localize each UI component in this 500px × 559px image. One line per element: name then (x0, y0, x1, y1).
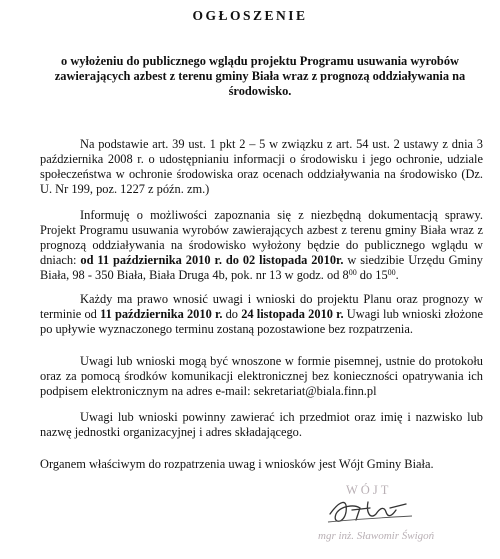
comments-text-a: Każdy ma prawo wnosić uwagi i wnioski do projektu Planu oraz prognozy w terminie od (40, 292, 483, 321)
content-requirements-paragraph (40, 410, 483, 440)
documentation-text: Informuję o możliwości zapoznania się z niezbędną dokumentacją sprawy. Projekt Programu usuwania wyrobów zawierających azbest z terenu gminy Biała wraz z prognozą oddziaływania na środowisko wyłożony będzie do publicznego wglądu w dniach: (40, 208, 483, 267)
display-dates: od 11 października 2010 r. do 02 listopada 2010r. (80, 253, 344, 267)
comments-text-b: do (222, 307, 242, 321)
comments-date-to: 24 listopada 2010 r. (241, 307, 344, 321)
documentation-paragraph (40, 208, 483, 283)
comments-text-c: Uwagi lub wnioski złożone po upływie wyznaczonego terminu zostaną pozostawione bez rozpatrzenia. (40, 307, 484, 336)
hour-end-minutes: 00 (387, 268, 396, 277)
legal-basis-paragraph (40, 137, 483, 197)
hour-to: do 15 (356, 268, 388, 282)
period: . (395, 268, 399, 282)
hour-start-minutes: 00 (348, 268, 357, 277)
competent-authority-paragraph (40, 457, 483, 472)
competent-authority-text: Organem właściwym do rozpatrzenia uwag i wniosków jest Wójt Gminy Biała. (40, 457, 434, 471)
stamp-name: mgr inż. Sławomir Świgoń (318, 530, 435, 542)
display-location: w siedzibie Urzędu Gminy Biała, 98 - 350 Biała, Biała Druga 4b, pok. nr 13 w godz. od 8 (40, 253, 483, 282)
submission-form-text: Uwagi lub wnioski mogą być wnoszone w formie pisemnej, ustnie do protokołu oraz za pomocą środków komunikacji elektronicznej bez konieczności opatrywania ich podpisem elektronicznym na adres e-mail: sekretariat@biala.finn.pl (40, 354, 483, 398)
submission-form-paragraph (40, 354, 483, 399)
comments-date-from: 11 października 2010 r. (100, 307, 223, 321)
stamp-office: WÓJT (346, 483, 392, 497)
content-requirements-text: Uwagi lub wnioski powinny zawierać ich przedmiot oraz imię i nazwisko lub nazwę jednostki organizacyjnej i adres składającego. (40, 410, 483, 439)
notice-subtitle: o wyłożeniu do publicznego wglądu projektu Programu usuwania wyrobów zawierających azbest z terenu gminy Biała wraz z prognozą oddziaływania na środowisko. (54, 54, 466, 98)
signature-icon (326, 494, 416, 528)
notice-title: OGŁOSZENIE (192, 8, 308, 23)
legal-basis-text: Na podstawie art. 39 ust. 1 pkt 2 – 5 w związku z art. 54 ust. 2 ustawy z dnia 3 października 2008 r. o udostępnianiu informacji o środowisku i jego ochronie, udziale społeczeństwa w ochronie środowiska oraz ocenach oddziaływania na środowisko (Dz. U. Nr 199, poz. 1227 z późn. zm.) (40, 137, 483, 196)
comments-deadline-paragraph (40, 292, 483, 337)
